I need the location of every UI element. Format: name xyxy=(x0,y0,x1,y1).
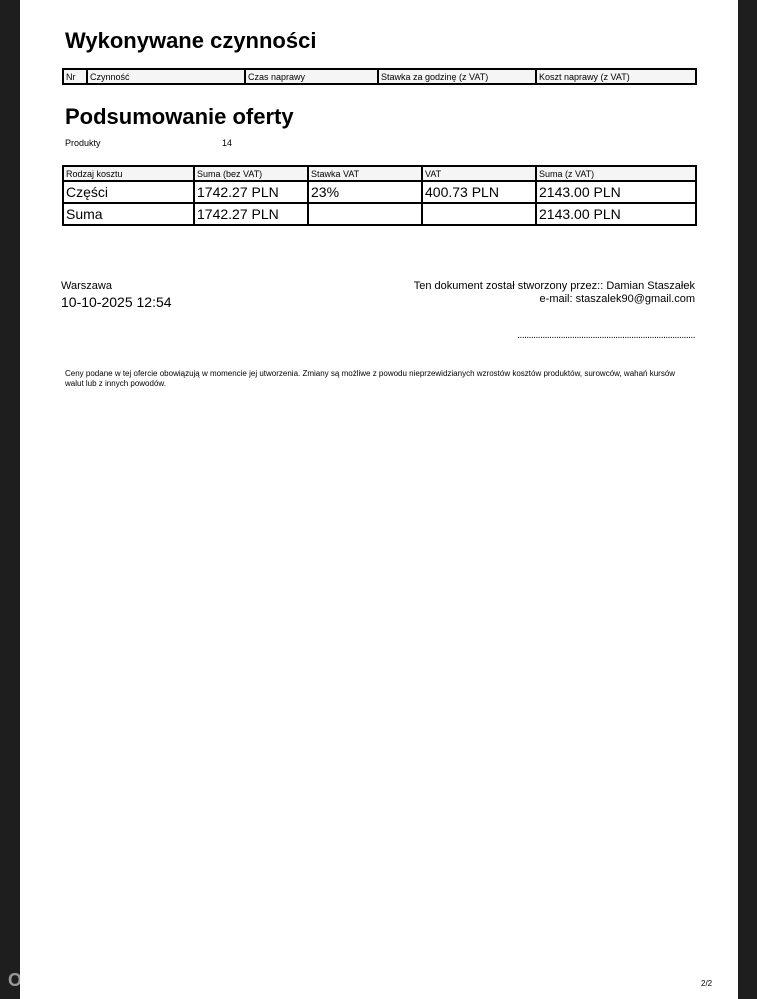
col-suma-z-vat: Suma (z VAT) xyxy=(536,166,696,181)
actions-title: Wykonywane czynności xyxy=(65,28,317,53)
col-suma-bez-vat: Suma (bez VAT) xyxy=(194,166,308,181)
col-czynnosc: Czynność xyxy=(87,69,245,84)
cell-suma-bez-vat: 1742.27 PLN xyxy=(194,203,308,225)
cell-vat: 400.73 PLN xyxy=(422,181,536,203)
cell-vat xyxy=(422,203,536,225)
cell-stawka-vat: 23% xyxy=(308,181,422,203)
disclaimer-text: Ceny podane w tej ofercie obowiązują w momencie jej utworzenia. Zmiany są możliwe z powodu nieprzewidzianych wzrostów kosztów produktów, surowców, wahań kursów walut lub z innych powodów. xyxy=(65,369,676,388)
summary-table xyxy=(62,165,697,226)
document-page xyxy=(20,0,738,999)
document-date: 10-10-2025 12:54 xyxy=(61,294,172,310)
city-label: Warszawa xyxy=(61,280,112,292)
products-label: Produkty xyxy=(65,138,101,148)
products-value: 14 xyxy=(222,138,233,148)
col-koszt: Koszt naprawy (z VAT) xyxy=(536,69,696,84)
table-row xyxy=(63,181,696,203)
col-stawka: Stawka za godzinę (z VAT) xyxy=(378,69,536,84)
cell-rodzaj: Części xyxy=(63,181,194,203)
cell-suma-z-vat: 2143.00 PLN xyxy=(536,203,696,225)
actions-header-row xyxy=(63,69,696,84)
col-stawka-vat: Stawka VAT xyxy=(308,166,422,181)
signature-line: .............................................................................. xyxy=(517,330,695,341)
col-rodzaj-kosztu: Rodzaj kosztu xyxy=(63,166,194,181)
watermark-logo: OtoMoto xyxy=(8,970,79,990)
actions-table xyxy=(62,68,697,85)
author-email: e-mail: staszalek90@gmail.com xyxy=(539,293,695,305)
col-vat: VAT xyxy=(422,166,536,181)
summary-title: Podsumowanie oferty xyxy=(65,104,294,129)
cell-suma-z-vat: 2143.00 PLN xyxy=(536,181,696,203)
col-nr: Nr xyxy=(63,69,87,84)
page-number: 2/2 xyxy=(701,979,713,988)
table-row xyxy=(63,203,696,225)
cell-stawka-vat xyxy=(308,203,422,225)
summary-header-row xyxy=(63,166,696,181)
author-label: Ten dokument został stworzony przez:: Damian Staszałek xyxy=(413,280,695,292)
cell-rodzaj: Suma xyxy=(63,203,194,225)
col-czas-naprawy: Czas naprawy xyxy=(245,69,378,84)
cell-suma-bez-vat: 1742.27 PLN xyxy=(194,181,308,203)
